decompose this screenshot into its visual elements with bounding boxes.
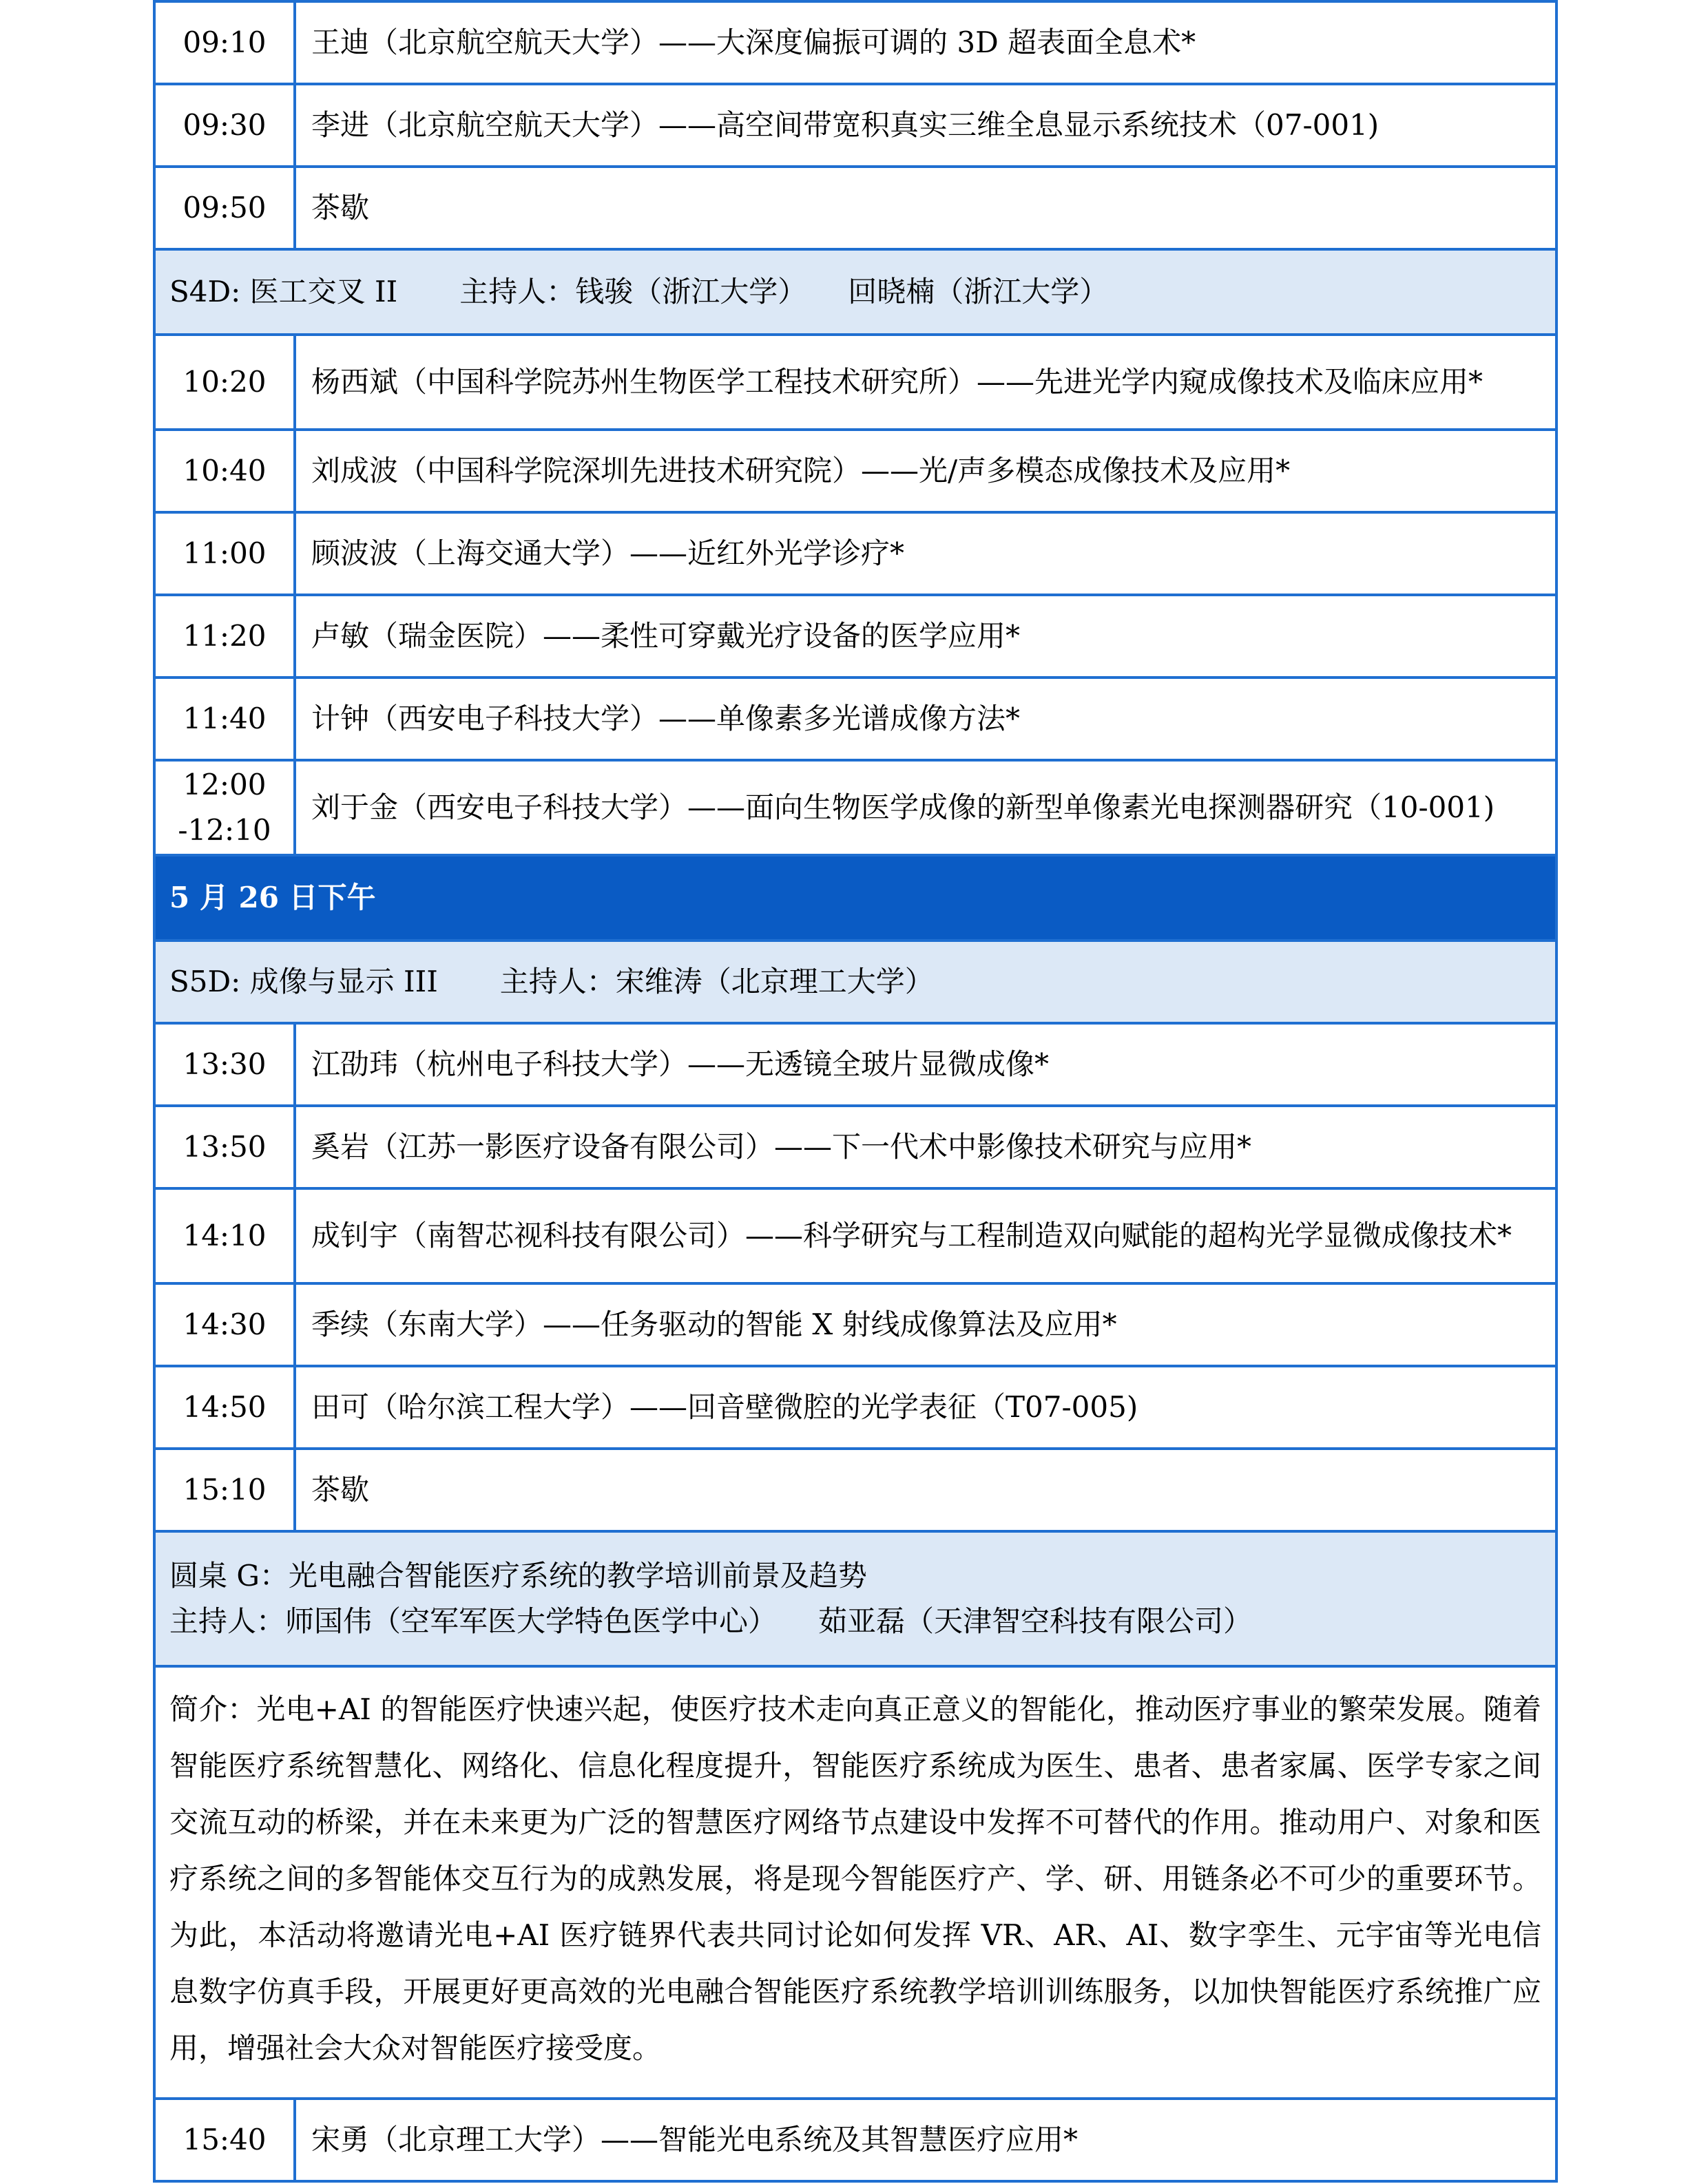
talk-title: 卢敏（瑞金医院）——柔性可穿戴光疗设备的医学应用*: [295, 595, 1556, 678]
table-row: [154, 1188, 1556, 1283]
talk-title: 刘成波（中国科学院深圳先进技术研究院）——光/声多模态成像技术及应用*: [295, 430, 1556, 512]
day-header: 5 月 26 日下午: [154, 855, 1556, 941]
table-row: [154, 678, 1556, 760]
session-header-s4d: [154, 249, 1556, 335]
talk-time: 10:40: [154, 430, 295, 512]
talk-title: 杨西斌（中国科学院苏州生物医学工程技术研究所）——先进光学内窥成像技术及临床应用*: [295, 335, 1556, 430]
talk-title: 计钟（西安电子科技大学）——单像素多光谱成像方法*: [295, 678, 1556, 760]
session-cohost: 回晓楠（浙江大学）: [848, 275, 1109, 308]
session-title: S5D: 成像与显示 III: [169, 965, 438, 998]
roundtable-cohost: 茹亚磊（天津智空科技有限公司）: [818, 1604, 1253, 1638]
roundtable-host: 主持人：师国伟（空军军医大学特色医学中心）: [169, 1604, 778, 1638]
talk-time: 09:30: [154, 84, 295, 167]
talk-time: 11:40: [154, 678, 295, 760]
roundtable-header: [154, 1531, 1556, 1666]
talk-title: 李进（北京航空航天大学）——高空间带宽积真实三维全息显示系统技术（07-001): [295, 84, 1556, 167]
talk-time: 14:50: [154, 1366, 295, 1449]
session-host: 主持人：宋维涛（北京理工大学）: [499, 965, 934, 998]
talk-title: 江劭玮（杭州电子科技大学）——无透镜全玻片显微成像*: [295, 1023, 1556, 1106]
talk-time: 11:20: [154, 595, 295, 678]
talk-title: 成钊宇（南智芯视科技有限公司）——科学研究与工程制造双向赋能的超构光学显微成像技术*: [295, 1188, 1556, 1283]
table-row: [154, 1023, 1556, 1106]
talk-time: 14:10: [154, 1188, 295, 1283]
session-host: 主持人：钱骏（浙江大学）: [459, 275, 807, 308]
roundtable-hosts: [169, 1599, 1541, 1644]
talk-title: 茶歇: [295, 167, 1556, 249]
table-row: [154, 760, 1556, 855]
talk-title: 刘于金（西安电子科技大学）——面向生物医学成像的新型单像素光电探测器研究（10-001): [295, 760, 1556, 855]
table-row: [154, 430, 1556, 512]
talk-time: 09:50: [154, 167, 295, 249]
talk-title: 王迪（北京航空航天大学）——大深度偏振可调的 3D 超表面全息术*: [295, 1, 1556, 84]
table-row: [154, 1106, 1556, 1188]
schedule-table: [153, 0, 1558, 2183]
session-header-s5d: [154, 941, 1556, 1023]
session-header-row: [154, 249, 1556, 335]
table-row: [154, 84, 1556, 167]
talk-title: 宋勇（北京理工大学）——智能光电系统及其智慧医疗应用*: [295, 2099, 1556, 2181]
roundtable-intro-row: [154, 1666, 1556, 2099]
talk-title: 茶歇: [295, 1449, 1556, 1531]
talk-time: 14:30: [154, 1283, 295, 1366]
talk-time: 13:30: [154, 1023, 295, 1106]
roundtable-intro: 简介：光电+AI 的智能医疗快速兴起，使医疗技术走向真正意义的智能化，推动医疗事业的繁荣发展。随着智能医疗系统智慧化、网络化、信息化程度提升，智能医疗系统成为医生、患者、患者家属、医学专家之间交流互动的桥梁，并在未来更为广泛的智慧医疗网络节点建设中发挥不可替代的作用。推动用户、对象和医疗系统之间的多智能体交互行为的成熟发展，将是现今智能医疗产、学、研、用链条必不可少的重要环节。为此，本活动将邀请光电+AI 医疗链界代表共同讨论如何发挥 VR、AR、AI、数字孪生、元宇宙等光电信息数字仿真手段，开展更好更高效的光电融合智能医疗系统教学培训训练服务，以加快智能医疗系统推广应用，增强社会大众对智能医疗接受度。: [154, 1666, 1556, 2099]
table-row: [154, 1283, 1556, 1366]
table-row: [154, 595, 1556, 678]
roundtable-title: 圆桌 G：光电融合智能医疗系统的教学培训前景及趋势: [169, 1559, 867, 1593]
talk-time: 10:20: [154, 335, 295, 430]
talk-title: 田可（哈尔滨工程大学）——回音壁微腔的光学表征（T07-005): [295, 1366, 1556, 1449]
talk-time: 15:10: [154, 1449, 295, 1531]
table-row: [154, 1449, 1556, 1531]
table-row: [154, 2099, 1556, 2181]
session-header-row: [154, 941, 1556, 1023]
talk-time: 15:40: [154, 2099, 295, 2181]
table-row: [154, 1, 1556, 84]
talk-title: 奚岩（江苏一影医疗设备有限公司）——下一代术中影像技术研究与应用*: [295, 1106, 1556, 1188]
table-row: [154, 512, 1556, 595]
talk-title: 顾波波（上海交通大学）——近红外光学诊疗*: [295, 512, 1556, 595]
table-row: [154, 335, 1556, 430]
table-row: [154, 167, 1556, 249]
talk-time: 12:00 -12:10: [154, 760, 295, 855]
roundtable-header-row: [154, 1531, 1556, 1666]
talk-time: 09:10: [154, 1, 295, 84]
table-row: [154, 1366, 1556, 1449]
talk-time: 11:00: [154, 512, 295, 595]
talk-time: 13:50: [154, 1106, 295, 1188]
session-title: S4D: 医工交叉 II: [169, 275, 398, 308]
talk-title: 季续（东南大学）——任务驱动的智能 X 射线成像算法及应用*: [295, 1283, 1556, 1366]
day-header-row: [154, 855, 1556, 941]
